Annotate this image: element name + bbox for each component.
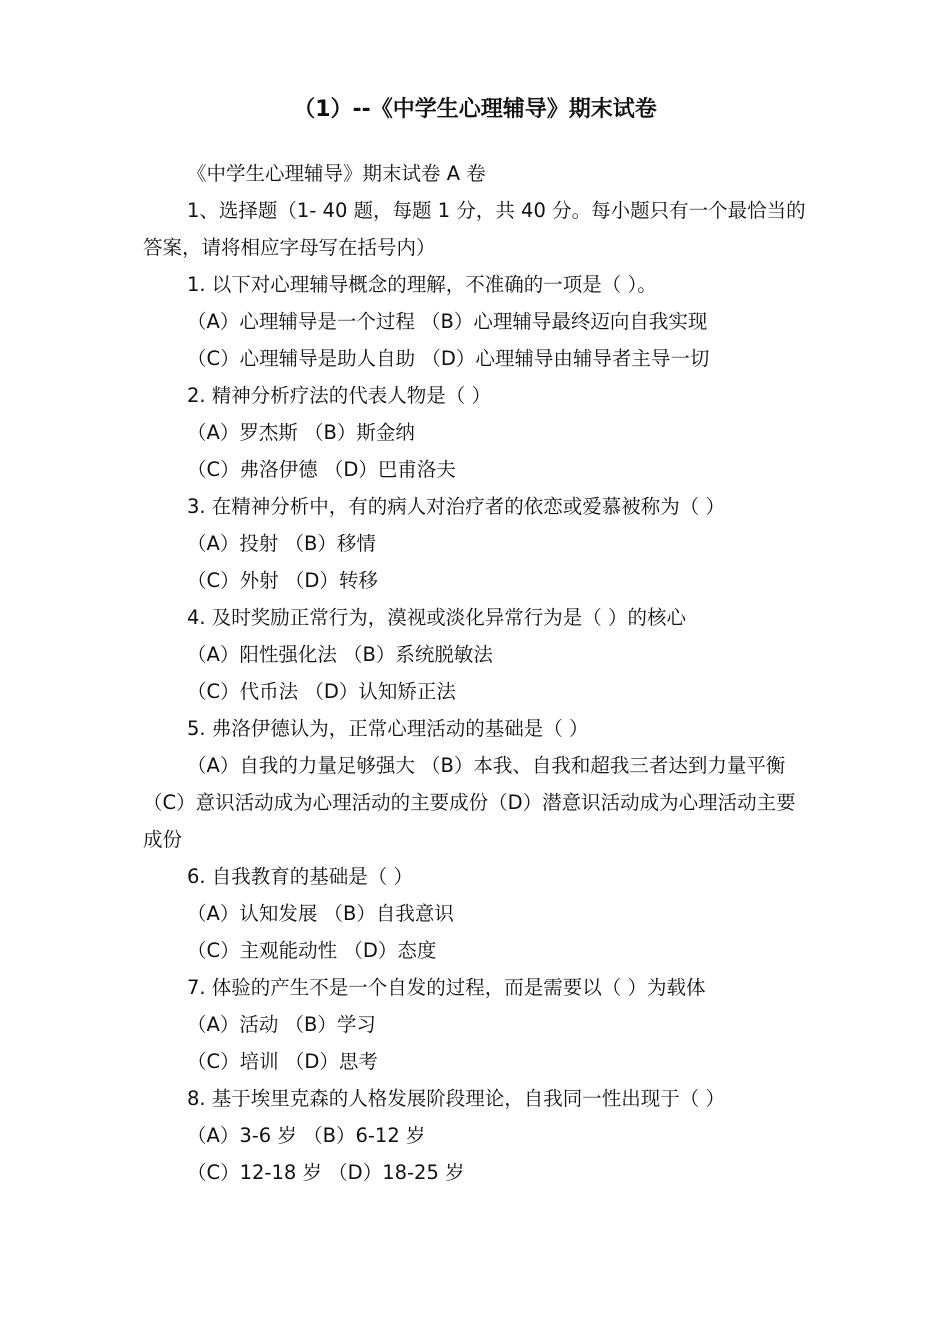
question-5-stem: 5. 弗洛伊德认为，正常心理活动的基础是（ ） [187,717,589,740]
question-3-options-ab: （A）投射 （B）移情 [187,532,376,555]
question-2-options-cd: （C）弗洛伊德 （D）巴甫洛夫 [187,458,456,481]
question-3-options-cd: （C）外射 （D）转移 [187,569,378,592]
question-1-options-ab: （A）心理辅导是一个过程 （B）心理辅导最终迈向自我实现 [187,310,708,333]
question-4-options-ab: （A）阳性强化法 （B）系统脱敏法 [187,643,493,666]
section-instructions: 1、选择题（1- 40 题，每题 1 分，共 40 分。每小题只有一个最恰当的答案，请将相应字母写在括号内） [143,199,806,259]
question-7-stem: 7. 体验的产生不是一个自发的过程，而是需要以（ ）为载体 [187,976,706,999]
question-2-stem: 2. 精神分析疗法的代表人物是（ ） [187,384,492,407]
question-7-options-ab: （A）活动 （B）学习 [187,1013,376,1036]
question-8-stem: 8. 基于埃里克森的人格发展阶段理论，自我同一性出现于（ ） [187,1087,726,1110]
question-2-options-ab: （A）罗杰斯 （B）斯金纳 [187,421,415,444]
question-6-options-cd: （C）主观能动性 （D）态度 [187,939,437,962]
question-8-options-cd: （C）12-18 岁 （D）18-25 岁 [187,1161,465,1184]
question-1-options-cd: （C）心理辅导是助人自助 （D）心理辅导由辅导者主导一切 [187,347,710,370]
question-4-options-cd: （C）代币法 （D）认知矫正法 [187,680,456,703]
question-1-stem: 1. 以下对心理辅导概念的理解，不准确的一项是（ ）。 [187,273,657,296]
question-8-options-ab: （A）3-6 岁 （B）6-12 岁 [187,1124,426,1147]
question-4-stem: 4. 及时奖励正常行为，漠视或淡化异常行为是（ ）的核心 [187,606,687,629]
question-6-options-ab: （A）认知发展 （B）自我意识 [187,902,454,925]
exam-subtitle: 《中学生心理辅导》期末试卷 A 卷 [187,162,486,185]
question-7-options-cd: （C）培训 （D）思考 [187,1050,378,1073]
document-body [143,155,815,1191]
question-6-stem: 6. 自我教育的基础是（ ） [187,865,414,888]
document-title: （1）--《中学生心理辅导》期末试卷 [293,97,657,122]
question-3-stem: 3. 在精神分析中，有的病人对治疗者的依恋或爱慕被称为（ ） [187,495,726,518]
question-5-options: （A）自我的力量足够强大 （B）本我、自我和超我三者达到力量平衡（C）意识活动成为心理活动的主要成份（D）潜意识活动成为心理活动主要成份 [143,754,796,851]
